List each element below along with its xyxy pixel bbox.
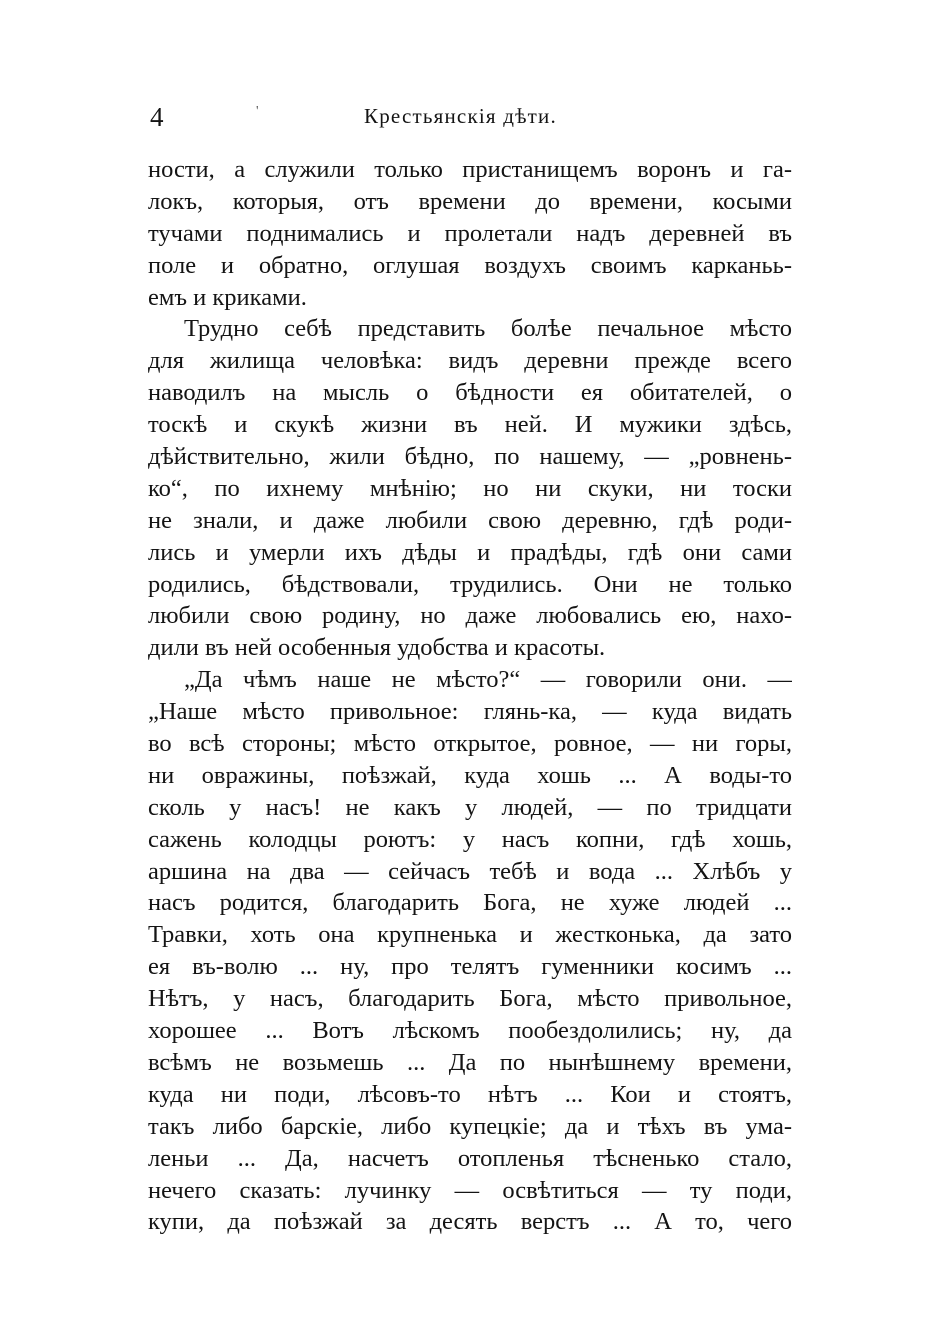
text-line: наводилъ на мысль о бѣдности ея обитателей, о — [148, 379, 792, 407]
text-line: сколь у насъ! не какъ у людей, — по тридцати — [148, 793, 792, 821]
text-line: тучами поднимались и пролетали надъ деревней въ — [148, 219, 792, 247]
text-line: леньи ... Да, насчетъ отопленья тѣсненько стало, — [148, 1144, 792, 1172]
print-mark: ' — [256, 104, 259, 119]
text-line: тоскѣ и скукѣ жизни въ ней. И мужики здѣсь, — [148, 411, 792, 439]
text-line: такъ либо барскіе, либо купецкіе; да и тѣхъ въ умa- — [148, 1112, 792, 1140]
text-line: ея въ-волю ... ну, про телятъ гуменники косимъ ... — [148, 953, 792, 981]
body-text — [148, 154, 792, 1238]
running-title: Крестьянскія дѣти. — [364, 104, 557, 128]
text-line: ности, а служили только пристанищемъ воронъ и га- — [148, 156, 792, 183]
text-line: Травки, хоть она крупненька и жестконька, да зато — [148, 921, 792, 949]
text-line: всѣмъ не возьмешь ... Да по нынѣшнему времени, — [148, 1048, 792, 1076]
text-line: ко“, по ихнему мнѣнію; но ни скуки, ни тоски — [148, 474, 792, 502]
paragraph-start-line: Трудно себѣ представить болѣе печальное мѣсто — [184, 315, 792, 343]
text-line: поле и обратно, оглушая воздухъ своимъ карканьь- — [148, 251, 792, 279]
text-line: купи, да поѣзжай за десять верстъ ... А то, чего — [148, 1208, 792, 1236]
text-line: ни овражины, поѣзжай, куда хошь ... А воды-то — [148, 761, 792, 789]
text-line: локъ, которыя, отъ времени до времени, косыми — [148, 187, 792, 215]
text-line: лись и умерли ихъ дѣды и прадѣды, гдѣ они сами — [148, 538, 792, 566]
text-line: аршина на два — сейчасъ тебѣ и вода ... Хлѣбъ у — [148, 857, 792, 885]
text-line: насъ родится, благодарить Бога, не хуже людей ... — [148, 889, 792, 917]
text-line: „Наше мѣсто привольное: глянь-ка, — куда видать — [148, 698, 792, 726]
text-line: любили свою родину, но даже любовались ею, нахо- — [148, 602, 792, 630]
page-header — [148, 98, 792, 138]
text-line: во всѣ стороны; мѣсто открытое, ровное, — ни горы, — [148, 730, 792, 758]
text-line: не знали, и даже любили свою деревню, гдѣ роди- — [148, 506, 792, 534]
text-line: нечего сказать: лучинку — освѣтиться — ту поди, — [148, 1176, 792, 1204]
text-line: для жилища человѣка: видъ деревни прежде всего — [148, 347, 792, 375]
page-number: 4 — [150, 102, 164, 132]
text-line: родились, бѣдствовали, трудились. Они не только — [148, 570, 792, 598]
text-line: дѣйствительно, жили бѣдно, по нашему, — „ровнень- — [148, 443, 792, 471]
text-line: дили въ ней особенныя удобства и красоты. — [148, 634, 606, 662]
text-line: куда ни поди, лѣсовъ-то нѣтъ ... Кои и стоятъ, — [148, 1080, 792, 1108]
text-line: емъ и криками. — [148, 283, 307, 311]
text-line: сажень колодцы роютъ: у насъ копни, гдѣ хошь, — [148, 825, 792, 853]
text-line: хорошее ... Вотъ лѣскомъ пообездолились; ну, да — [148, 1017, 792, 1045]
text-line: Нѣтъ, у насъ, благодарить Бога, мѣсто привольное, — [148, 985, 792, 1013]
paragraph-start-line: „Да чѣмъ наше не мѣсто?“ — говорили они. — — [184, 666, 792, 694]
